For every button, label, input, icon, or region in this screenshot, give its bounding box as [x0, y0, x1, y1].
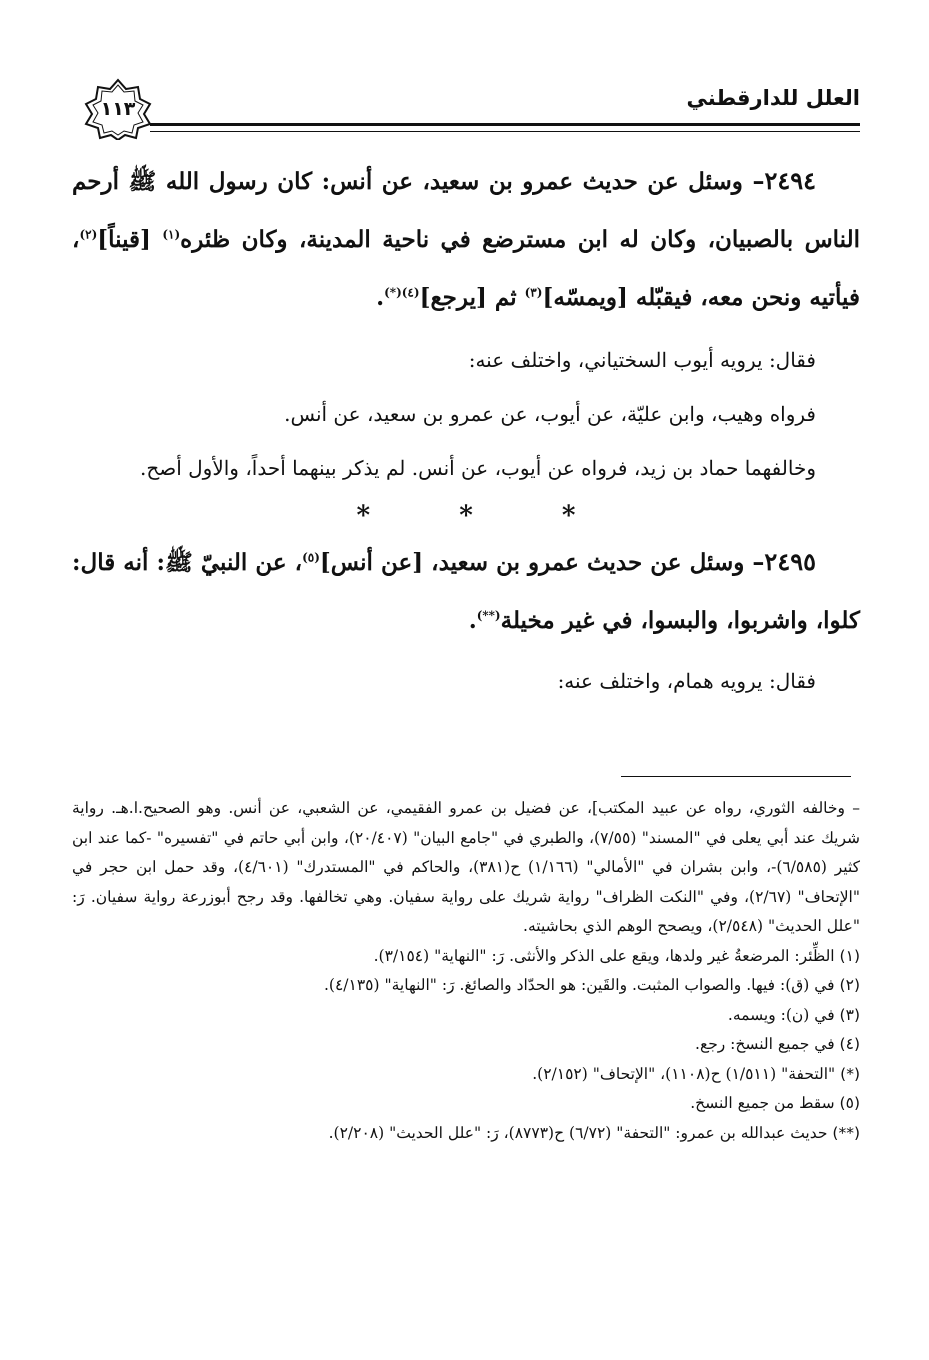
entry-text: ، فيأتيه ونحن معه، فيقبّله [ويمسّه]: [72, 226, 860, 311]
entry-2495: [72, 533, 860, 650]
running-header: [80, 78, 860, 138]
footnote-text: في (ن): ويسمه.: [727, 1005, 835, 1024]
book-title: العلل للدارقطني: [686, 86, 860, 110]
entry-number: ٢٤٩٥–: [752, 547, 816, 576]
footnote-ref: (٤)(*): [384, 285, 420, 300]
footnote-item: [72, 1119, 860, 1149]
entry-paragraph: فقال: يرويه همام، واختلف عنه:: [557, 669, 816, 693]
section-separator: * * *: [356, 501, 616, 531]
footnote-continued: – وخالفه الثوري، رواه عن عبيد المكتب]، عن فضيل بن عمرو الفقيمي، عن الشعبي، عن أنس. وهو الصحيح.ا.هـ. رواية شريك عند أبي يعلى في "المسند" (٧/٥٥)، والطبري في "جامع البيان" (٢٠/٤٠٧)، وابن أبي حاتم في "تفسيره" -كما عند ابن كثير (٦/٥٨٥)-، وابن بشران في "الأمالي" (١/١٦٦) ح(٣٨١)، والحاكم في "المستدرك" (٤/٦٠١)، وقد حمل ابن حجر في "الإتحاف" (٢/٦٧)، وفي "النكت الظراف" رواية شريك على رواية سفيان. وهي تخالفها. وقد رجح أبوزرعة رواية سفيان. رَ: "علل الحديث" (٢/٥٤٨)، ويصحح الوهم الذي بحاشيته.: [72, 799, 861, 935]
footnotes: [72, 794, 860, 1148]
entry-paragraph: فقال: يرويه أيوب السختياني، واختلف عنه:: [468, 348, 816, 372]
entry-text: ، عن النبيّ ﷺ: أنه قال: كلوا، واشربوا، والبسوا، في غير مخيلة: [72, 549, 860, 634]
footnote-item: [72, 1001, 860, 1031]
page-number: ١١٣: [100, 98, 136, 120]
footnote-number: (*): [840, 1064, 860, 1083]
entry-text: وسئل عن حديث عمرو بن سعيد، [عن أنس]: [319, 549, 745, 576]
footnote-number: (٢): [839, 976, 860, 994]
header-rule: [150, 123, 860, 132]
entry-text: وسئل عن حديث عمرو بن سعيد، عن أنس: كان رسول الله ﷺ أرحم الناس بالصبيان، وكان له ابن مسترضع في ناحية المدينة، وكان ظئره: [72, 168, 860, 253]
entry-text: [قيناً]: [97, 226, 151, 253]
entry-number: ٢٤٩٤–: [752, 166, 816, 195]
footnote-number: (٣): [839, 1005, 860, 1024]
footnote-ref: (**): [476, 608, 501, 623]
entry-text: ثم [يرجع]: [419, 284, 517, 311]
footnote-item: [72, 1060, 860, 1090]
footnote-text: سقط من جميع النسخ.: [690, 1094, 835, 1112]
entry-paragraph: وخالفهما حماد بن زيد، فرواه عن أيوب، عن أنس. لم يذكر بينهما أحداً، والأول أصح.: [139, 456, 816, 480]
entry-text: .: [468, 607, 477, 634]
footnote-text: الظِّئر: المرضعةُ غير ولدها، ويقع على الذكر والأنثى. رَ: "النهاية" (٣/١٥٤).: [373, 946, 835, 965]
footnote-text: في (ق): فيها. والصواب المثبت. والقَين: هو الحدّاد والصائغ. رَ: "النهاية" (٤/١٣٥).: [323, 976, 835, 994]
footnote-ref: (١): [162, 227, 181, 242]
footnote-ref: (٥): [302, 550, 320, 565]
footnote-number: (١): [839, 946, 860, 965]
footnote-item: [72, 971, 860, 1001]
footnote-item: [72, 1089, 860, 1119]
footnote-item: [72, 942, 860, 972]
page-number-ornament: [80, 78, 156, 140]
footnote-ref: (٢): [79, 227, 98, 242]
footnote-text: حديث عبدالله بن عمرو: "التحفة" (٦/٧٢) ح(٨٧٧٣)، رَ: "علل الحديث" (٢/٢٠٨).: [328, 1123, 828, 1142]
footnote-item: [72, 1030, 860, 1060]
entry-2494: [72, 152, 860, 327]
entry-paragraph: فرواه وهيب، وابن عليّة، عن أيوب، عن عمرو بن سعيد، عن أنس.: [284, 402, 816, 426]
footnote-number: (٤): [839, 1035, 860, 1053]
footnote-text: "التحفة" (١/٥١١) ح(١١٠٨)، "الإتحاف" (٢/١٥٢).: [532, 1064, 836, 1083]
entry-text: .: [376, 284, 385, 311]
footnote-number: (**): [832, 1123, 860, 1142]
main-text: [72, 152, 860, 708]
footnote-text: في جميع النسخ: رجع.: [695, 1035, 835, 1053]
footnote-number: (٥): [839, 1094, 860, 1112]
footnote-rule: [621, 776, 851, 777]
footnote-ref: (٣): [524, 285, 543, 300]
